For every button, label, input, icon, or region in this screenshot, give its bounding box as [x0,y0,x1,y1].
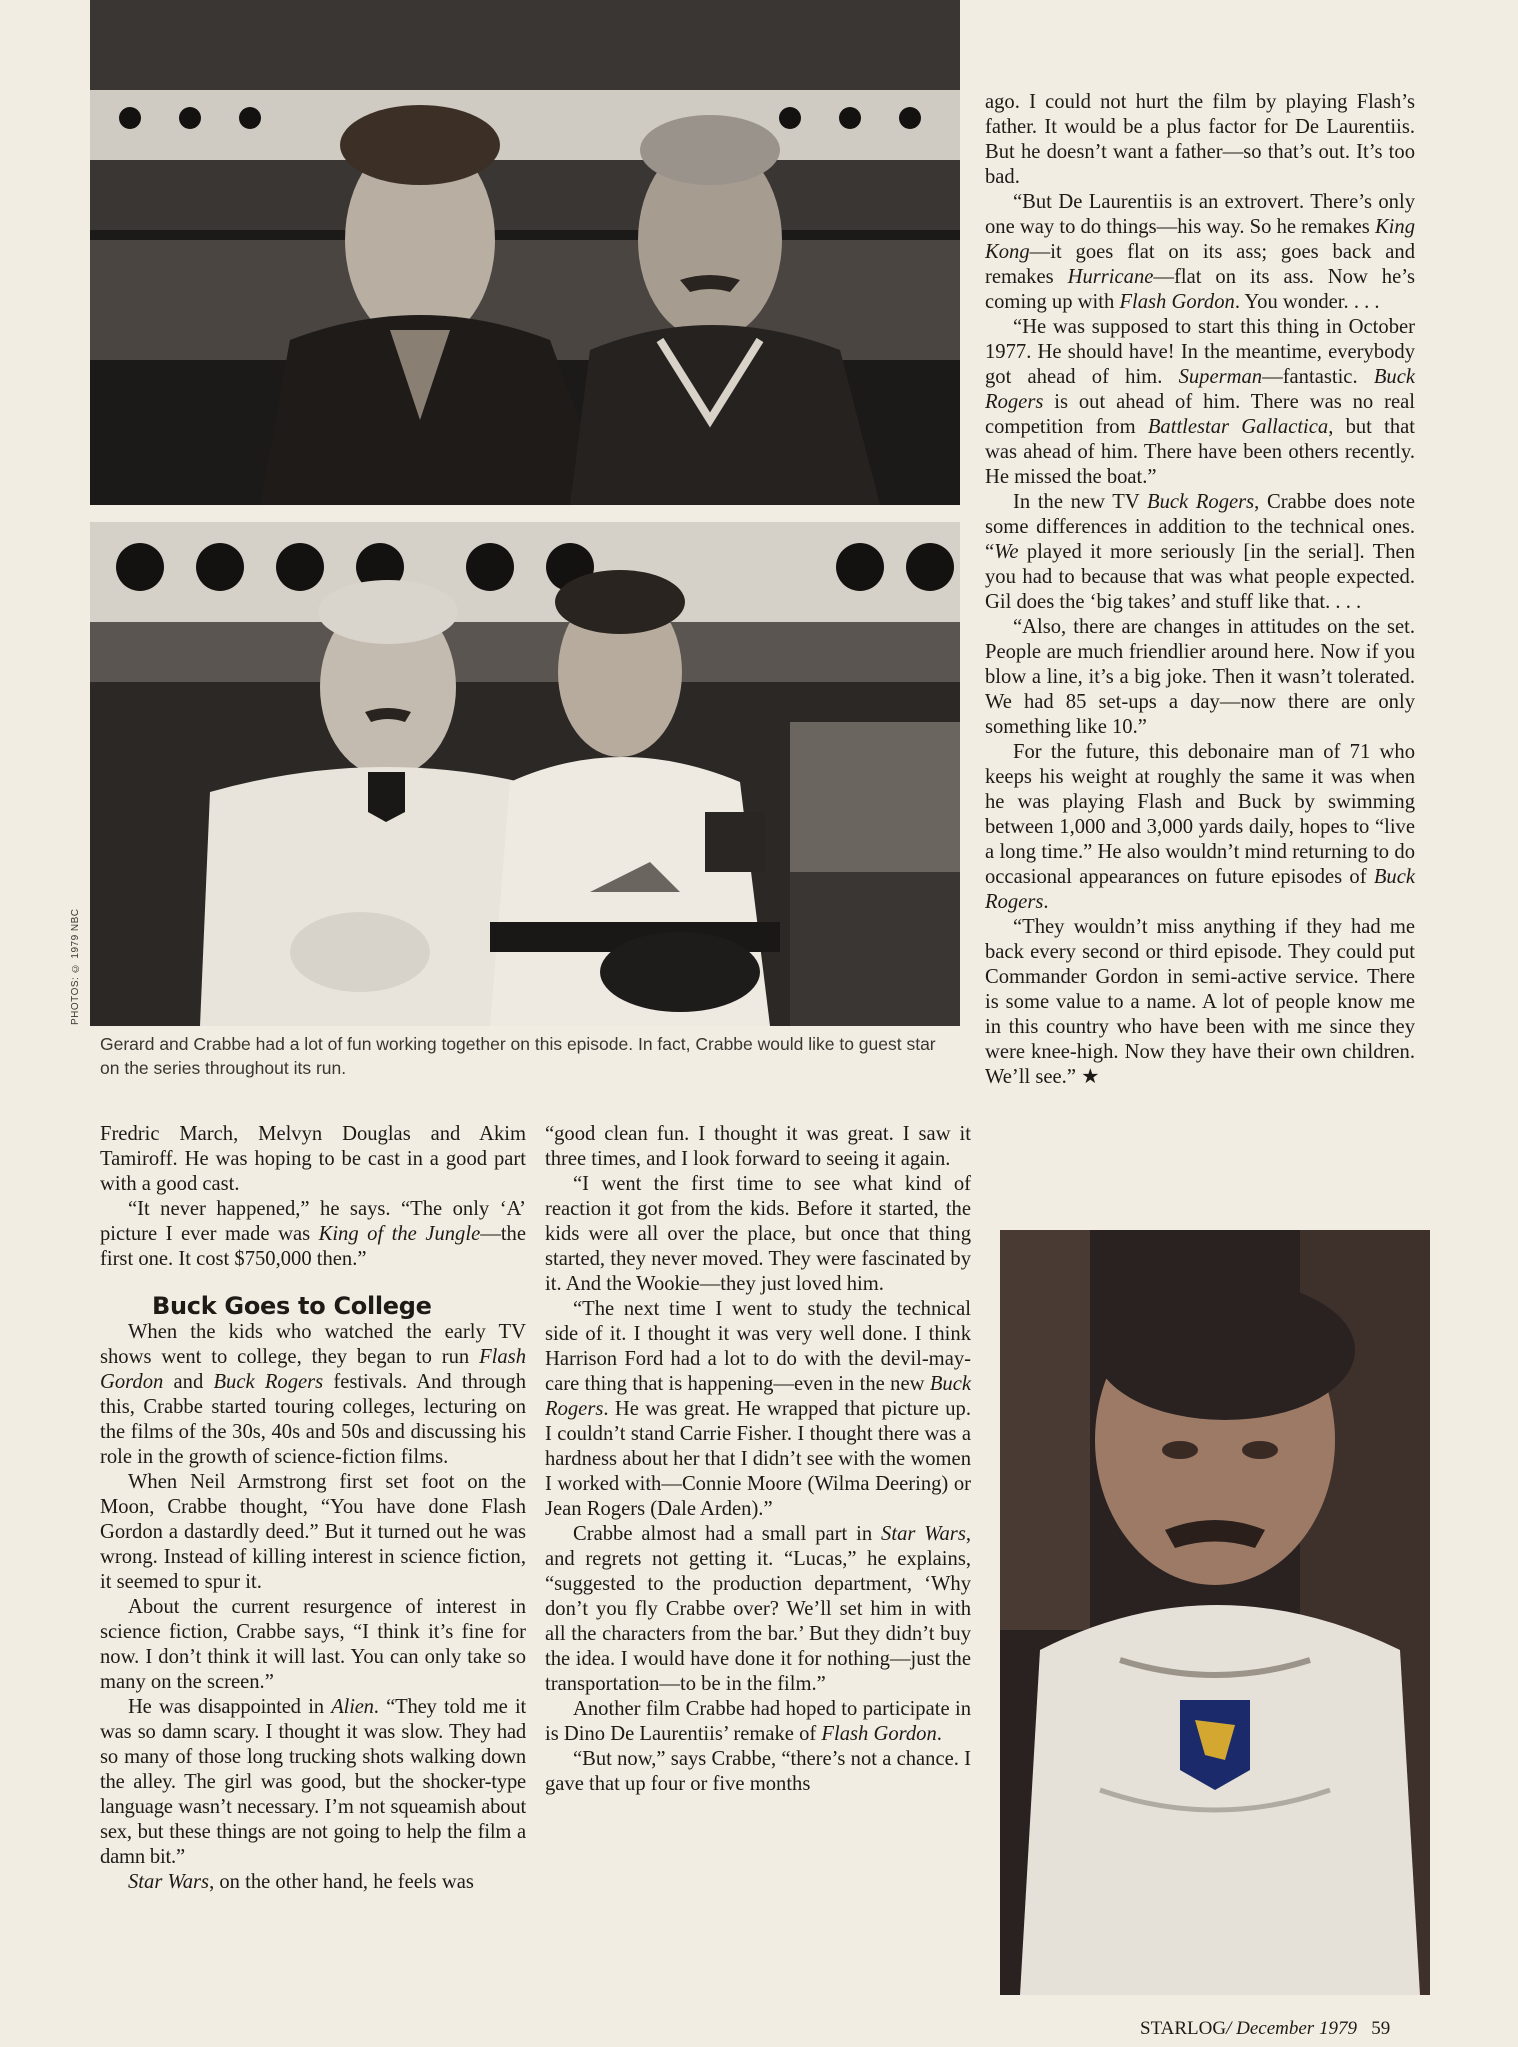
col1-p6-text-c: . “They told me it was so damn scary. I thought it was slow. They had so many of those long trucking shots walking down the alley. The girl was good, but the shocker-type language wasn’t necessary. I’m not squeamish about sex, but these things are not going to help the film a damn bit.” [100,1696,526,1868]
col3-p2-text-e: —flat on its ass. Now he’s coming up with [985,266,1415,313]
photo-right-image [1000,1230,1430,1995]
col1-paragraph-4: When Neil Armstrong first set foot on the Moon, Crabbe thought, “You have done Flash Gordon a dastardly deed.” But it turned out he was wrong. Instead of killing interest in science fiction, it seemed to spur it. [100,1471,526,1593]
photo-middle-image [90,522,960,1026]
col3-paragraph-7: “They wouldn’t miss anything if they had me back every second or third episode. They could put Commander Gordon in semi-active service. There is some value to a name. A lot of people know me in this country who have been with me since they were knee-high. Now they have their own children. We’ll see.” ★ [985,916,1415,1088]
col2-paragraph-5 [545,1697,971,1747]
col2-p5-text-a: Another film Crabbe had hoped to participate in is Dino De Laurentiis’ remake of [545,1698,971,1745]
col3-p3-text-e: is out ahead of him. There was no real competition from [985,391,1415,438]
col2-p3-text-a: “The next time I went to study the technical side of it. I thought it was very well done. I think Harrison Ford had a lot to do with the devil-may-care thing that is happening—even in the new [545,1298,971,1395]
col3-p2-title-f: Flash Gordon [1119,291,1235,313]
col1-p3-text-e: festivals. And through this, Crabbe started touring colleges, lecturing on the films of the 30s, 40s and 50s and discussing his role in the growth of science-fiction films. [100,1371,526,1468]
col3-p3-title-d: Buck Rogers [985,366,1415,413]
col3-paragraph-6 [985,740,1415,915]
page-number: 59 [1371,2018,1391,2039]
col1-p2-text-c: —the first one. It cost $750,000 then.” [100,1223,526,1270]
col2-p3-title: Buck Rogers [545,1373,971,1420]
col1-p3-text-a: When the kids who watched the early TV shows went to college, they began to run [100,1321,526,1368]
col3-p3-text-g: , but that was ahead of him. There have been others recently. He missed the boat.” [985,416,1415,488]
col2-paragraph-4 [545,1522,971,1697]
magazine-name: STARLOG [1140,2018,1227,2039]
col2-paragraph-2: “I went the first time to see what kind of reaction it got from the kids. Before it started, the kids were all over the place, but once that thing started, they never moved. They were fascinated by it. And the Wookie—they just loved him. [545,1173,971,1295]
col3-p4-text-a: In the new TV [1013,491,1147,513]
col1-p7-title: Star Wars [128,1871,210,1893]
article-column-1 [100,1122,526,1895]
col1-p3-title-d: Buck Rogers [213,1371,324,1393]
col3-p3-text-a: “He was supposed to start this thing in October 1977. He should have! In the meantime, everybody got ahead of him. [985,316,1415,388]
col1-paragraph-2 [100,1197,526,1272]
col2-p4-text-c: , and regrets not getting it. “Lucas,” he explains, “suggested to the production department, ‘Why don’t you fly Crabbe over? We’ll set him in with all the characters from the bar.’ But they didn’t buy the idea. I would have done it for nothing—just the transportation—to be in the film.” [545,1523,971,1695]
col3-p2-text-g: . You wonder. . . . [1234,291,1380,313]
col1-paragraph-6 [100,1695,526,1870]
col3-paragraph-3 [985,315,1415,490]
col1-paragraph-5: About the current resurgence of interest in science fiction, Crabbe says, “I think it’s fine for now. I don’t think it will last. You can only take so many on the screen.” [100,1596,526,1693]
col3-p2-text-c: —it goes flat on its ass; goes back and remakes [985,241,1415,288]
col1-p3-title-b: Flash Gordon [100,1346,526,1393]
col2-p4-title: Star Wars [881,1523,966,1545]
col3-p4-title-b: Buck Rogers [1147,491,1255,513]
col1-p2-title: King of the Jungle [318,1223,481,1245]
col3-p3-title-f: Battlestar Gallactica [1147,416,1329,438]
col1-p6-title: Alien [331,1696,374,1718]
col3-paragraph-5: “Also, there are changes in attitudes on the set. People are much friendlier around here. Now if you blow a line, it’s a big joke. Then it wasn’t tolerated. We had 85 set-ups a day—now there are only something like 10.” [985,616,1415,738]
col3-paragraph-1: ago. I could not hurt the film by playing Flash’s father. It would be a plus factor for De Laurentiis. But he doesn’t want a father—so that’s out. It’s too bad. [985,91,1415,188]
photo-middle [90,522,960,1026]
photo-top [90,0,960,505]
photo-credit: PHOTOS: © 1979 NBC [70,908,81,1025]
col3-p4-text-c: , Crabbe does note some differences in addition to the technical ones. “ [985,491,1415,563]
photo-top-image [90,0,960,505]
article-column-2 [545,1122,971,1797]
col3-p6-text-a: For the future, this debonaire man of 71 who keeps his weight at roughly the same it was when he was playing Flash and Buck by swimming between 1,000 and 3,000 yards daily, hopes to “live a long time.” He also wouldn’t mind returning to do occasional appearances on future episodes of [985,741,1415,888]
col3-paragraph-2 [985,190,1415,315]
col1-p2-text-a: “It never happened,” he says. “The only ‘A’ picture I ever made was [100,1198,526,1245]
page-footer [1140,2018,1390,2040]
col1-paragraph-1: Fredric March, Melvyn Douglas and Akim Tamiroff. He was hoping to be cast in a good part with a good cast. [100,1123,526,1195]
col1-p3-text-c: and [163,1371,214,1393]
photo-right [1000,1230,1430,1995]
col3-p6-text-c: . [1043,891,1049,913]
article-column-3 [985,90,1415,1090]
col2-paragraph-3 [545,1297,971,1522]
col3-paragraph-4 [985,490,1415,615]
col3-p2-text-a: “But De Laurentiis is an extrovert. There’s only one way to do things—his way. So he remakes [985,191,1415,238]
col1-p7-text: , on the other hand, he feels was [209,1871,474,1893]
photo-caption: Gerard and Crabbe had a lot of fun working together on this episode. In fact, Crabbe would like to guest star on the series throughout its run. [100,1034,936,1078]
col3-p4-emphasis: We [994,541,1019,563]
col2-paragraph-1: “good clean fun. I thought it was great. I saw it three times, and I look forward to seeing it again. [545,1123,971,1170]
col3-p2-title-b: King Kong [985,216,1415,263]
col1-p6-text-a: He was disappointed in [128,1696,332,1718]
col3-p2-title-d: Hurricane [1067,266,1154,288]
col3-p6-title: Buck Rogers [985,866,1415,913]
col1-paragraph-3 [100,1320,526,1470]
col3-p3-text-c: —fantastic. [1262,366,1374,388]
col2-paragraph-6: “But now,” says Crabbe, “there’s not a chance. I gave that up four or five months [545,1748,971,1795]
col2-p4-text-a: Crabbe almost had a small part in [573,1523,882,1545]
col1-paragraph-7 [100,1870,526,1895]
col2-p3-text-c: . He was great. He wrapped that picture up. I couldn’t stand Carrie Fisher. I thought there was a hardness about her that I didn’t see with the women I worked with—Connie Moore (Wilma Deering) or Jean Rogers (Dale Arden).” [545,1398,971,1520]
col2-p5-title: Flash Gordon [821,1723,937,1745]
col3-p4-text-e: played it more seriously [in the serial]. Then you had to because that was what people expected. Gil does the ‘big takes’ and stuff like that. . . . [985,541,1415,613]
col2-p5-text-c: . [936,1723,942,1745]
col3-p3-title-b: Superman [1178,366,1263,388]
issue-date: / December 1979 [1226,2018,1357,2039]
subheading: Buck Goes to College [152,1292,432,1320]
